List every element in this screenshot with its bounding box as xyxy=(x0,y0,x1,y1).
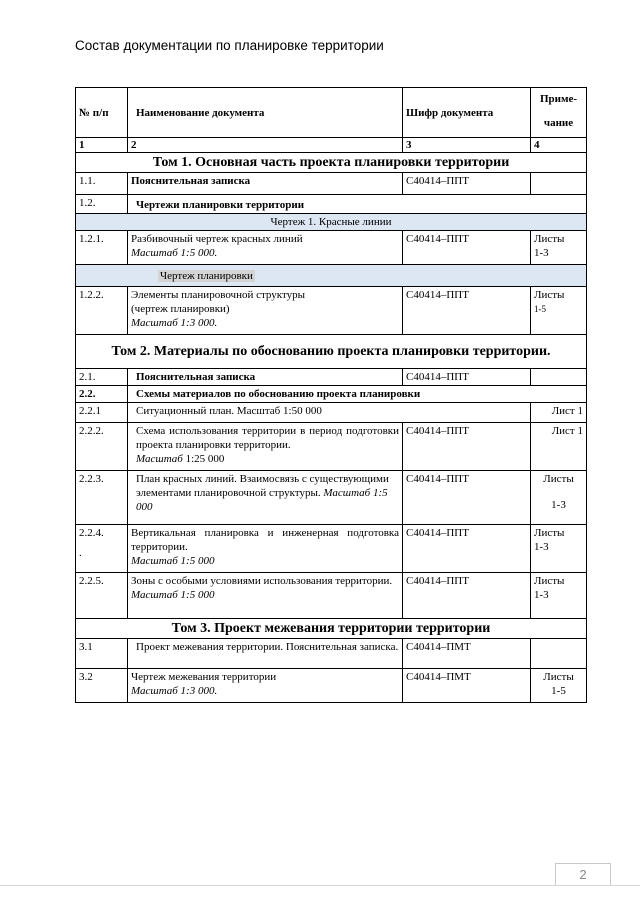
row-code: С40414–ППТ xyxy=(403,471,531,525)
volume-3-title: Том 3. Проект межевания территории территории xyxy=(76,619,587,639)
row-name xyxy=(128,287,403,335)
row-num: 2.2.2. xyxy=(76,423,128,471)
row-note xyxy=(531,231,587,265)
row-note-line2: 1-3 xyxy=(534,589,549,601)
row-note xyxy=(531,573,587,619)
row-note: Лист 1 xyxy=(531,423,587,471)
row-num xyxy=(76,525,128,573)
row-num-extra: . xyxy=(79,547,82,559)
row-name-text: Зоны с особыми условиями использования территории. xyxy=(131,575,393,587)
row-note-line2: 1-3 xyxy=(534,247,549,259)
row-num: 3.2 xyxy=(76,669,128,703)
row-num: 2.2. xyxy=(76,386,128,403)
row-note-line1: Листы xyxy=(543,473,574,485)
row-scale: Масштаб 1:5 000 xyxy=(136,487,388,513)
row-name xyxy=(128,423,403,471)
row-name xyxy=(128,471,403,525)
row-code: С40414–ПМТ xyxy=(403,639,531,669)
row-scale-value: 1:25 000 xyxy=(182,453,225,465)
row-scale: Масштаб 1:5 000. xyxy=(131,247,218,259)
table-row xyxy=(76,287,587,335)
row-note xyxy=(531,639,587,669)
row-name-line1: Элементы планировочной структуры xyxy=(131,289,306,301)
row-note xyxy=(531,173,587,195)
row-note-line2: 1-5 xyxy=(551,685,566,697)
row-name-text: Вертикальная планировка и инженерная подготовка территории. xyxy=(131,527,399,553)
row-name xyxy=(128,573,403,619)
row-num: 2.1. xyxy=(76,369,128,386)
subsection-band xyxy=(76,214,587,231)
drawing-plan-label: Чертеж планировки xyxy=(160,269,253,282)
row-num: 2.2.1 xyxy=(76,403,128,423)
table-row xyxy=(76,525,587,573)
row-note-line1: Листы xyxy=(534,527,565,539)
colnum-1: 1 xyxy=(76,138,128,153)
footer-divider xyxy=(0,885,640,886)
table-row xyxy=(76,639,587,669)
row-num: 1.1. xyxy=(76,173,128,195)
subsection-band xyxy=(76,265,587,287)
row-code: С40414–ППТ xyxy=(403,173,531,195)
volume-1-heading xyxy=(76,153,587,173)
table-header-row xyxy=(76,88,587,138)
row-note-line1: Листы xyxy=(543,671,574,683)
row-code: С40414–ППТ xyxy=(403,231,531,265)
row-name-line2: (чертеж планировки) xyxy=(131,303,230,315)
row-num: 1.2.1. xyxy=(76,231,128,265)
table-row xyxy=(76,173,587,195)
header-num: № п/п xyxy=(76,88,128,138)
row-note-line2: 1-5 xyxy=(534,304,546,314)
volume-3-heading xyxy=(76,619,587,639)
column-number-row xyxy=(76,138,587,153)
row-scale: Масштаб 1:5 000 xyxy=(131,555,215,567)
row-num: 2.2.3. xyxy=(76,471,128,525)
row-name: Чертежи планировки территории xyxy=(128,195,587,214)
header-code: Шифр документа xyxy=(403,88,531,138)
header-note-line1: Приме- xyxy=(539,93,578,105)
row-code: С40414–ППТ xyxy=(403,573,531,619)
table-row xyxy=(76,573,587,619)
header-note-line2: чание xyxy=(543,117,574,129)
row-num: 1.2. xyxy=(76,195,128,214)
row-note-line1: Листы xyxy=(534,233,565,245)
header-note xyxy=(531,88,587,138)
row-note xyxy=(531,525,587,573)
row-scale: Масштаб 1:5 000 xyxy=(131,589,215,601)
row-name-text: Чертеж межевания территории xyxy=(131,671,277,683)
table-row xyxy=(76,423,587,471)
row-code: С40414–ППТ xyxy=(403,287,531,335)
colnum-2: 2 xyxy=(128,138,403,153)
row-name xyxy=(128,525,403,573)
row-scale: Масштаб 1:3 000. xyxy=(131,317,218,329)
document-title: Состав документации по планировке территории xyxy=(75,38,384,53)
row-code: С40414–ППТ xyxy=(403,423,531,471)
row-code: С40414–ППТ xyxy=(403,369,531,386)
colnum-3: 3 xyxy=(403,138,531,153)
volume-2-title: Том 2. Материалы по обоснованию проекта планировки территории. xyxy=(76,335,587,369)
row-scale: Масштаб 1:3 000. xyxy=(131,685,218,697)
row-num: 1.2.2. xyxy=(76,287,128,335)
volume-2-heading xyxy=(76,335,587,369)
row-note-line1: Листы xyxy=(534,289,565,301)
table-row xyxy=(76,669,587,703)
page-number: 2 xyxy=(555,863,611,886)
row-name: Проект межевания территории. Пояснительная записка. xyxy=(128,639,403,669)
row-scale xyxy=(136,452,399,466)
drawing-1-band: Чертеж 1. Красные линии xyxy=(76,214,587,231)
row-name: Пояснительная записка xyxy=(128,369,403,386)
documentation-table xyxy=(75,87,587,703)
row-name-text: План красных линий. Взаимосвязь с существующими элементами планировочной структуры. xyxy=(136,473,389,499)
row-note xyxy=(531,471,587,525)
row-note xyxy=(531,287,587,335)
row-name-text: Разбивочный чертеж красных линий xyxy=(131,233,303,245)
row-name-text: Схема использования территории в период подготовки проекта планировки территории. xyxy=(136,425,399,451)
row-name xyxy=(128,669,403,703)
row-name xyxy=(128,231,403,265)
row-num-text: 2.2.4. xyxy=(79,527,104,539)
row-note xyxy=(531,669,587,703)
row-note xyxy=(531,369,587,386)
row-code: С40414–ПМТ xyxy=(403,669,531,703)
row-num: 2.2.5. xyxy=(76,573,128,619)
table-row xyxy=(76,403,587,423)
header-name: Наименование документа xyxy=(128,88,403,138)
table-row xyxy=(76,195,587,214)
row-note-line2: 1-3 xyxy=(534,541,549,553)
row-name: Пояснительная записка xyxy=(128,173,403,195)
row-num: 3.1 xyxy=(76,639,128,669)
table-row xyxy=(76,231,587,265)
row-note-line2: 1-3 xyxy=(551,499,566,511)
row-note-line1: Листы xyxy=(534,575,565,587)
drawing-plan-band xyxy=(76,265,587,287)
table-row xyxy=(76,369,587,386)
row-name: Ситуационный план. Масштаб 1:50 000 xyxy=(128,403,531,423)
row-name: Схемы материалов по обоснованию проекта планировки xyxy=(128,386,587,403)
row-code: С40414–ППТ xyxy=(403,525,531,573)
table-row xyxy=(76,471,587,525)
colnum-4: 4 xyxy=(531,138,587,153)
volume-1-title: Том 1. Основная часть проекта планировки территории xyxy=(76,153,587,173)
table-row xyxy=(76,386,587,403)
row-scale-label: Масштаб xyxy=(136,453,183,465)
row-note: Лист 1 xyxy=(531,403,587,423)
